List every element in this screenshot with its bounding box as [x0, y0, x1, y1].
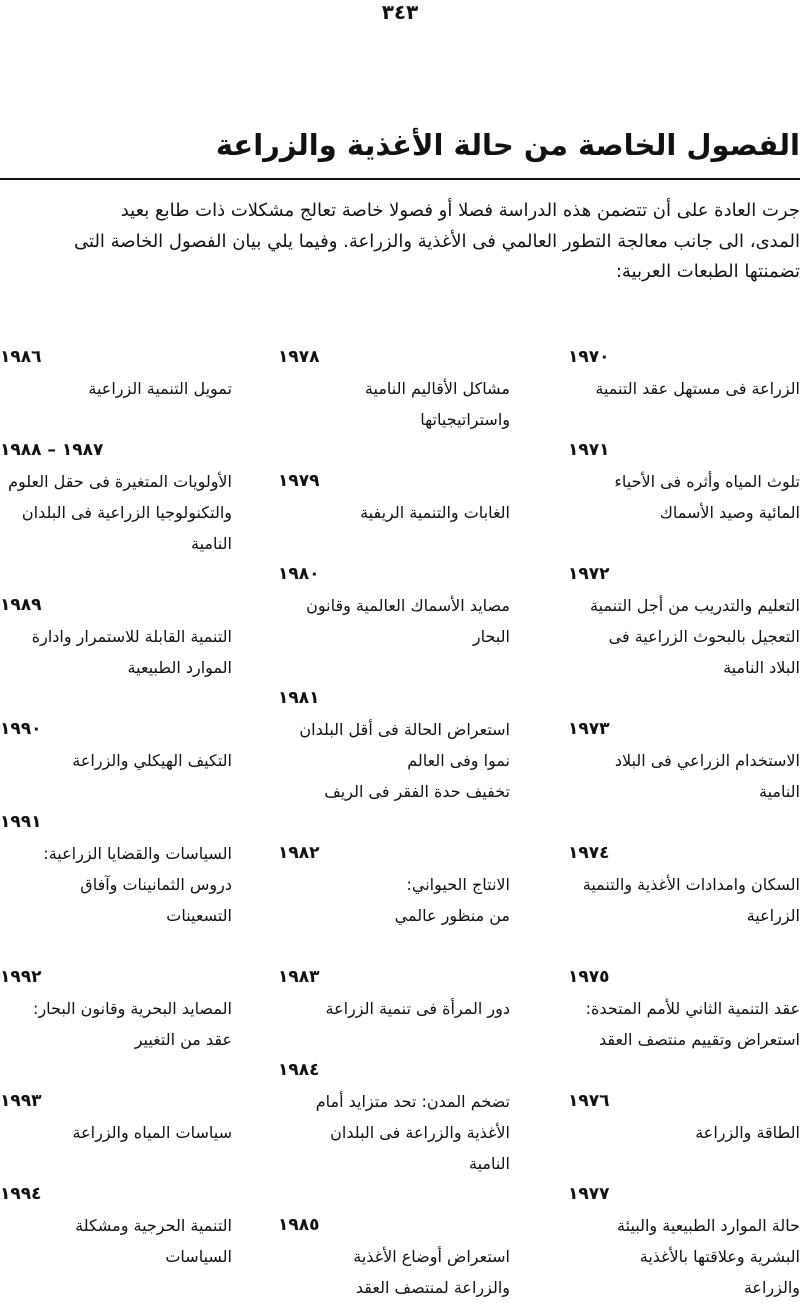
entry-spacer: [278, 435, 510, 466]
chapter-entry: [0, 962, 232, 1055]
chapter-year: ١٩٨٦: [0, 347, 42, 367]
entry-spacer: [568, 931, 800, 962]
chapter-title-line: المصايد البحرية وقانون البحار:: [33, 999, 232, 1018]
entry-spacer: [0, 404, 232, 435]
chapter-title-line: الزراعية: [746, 906, 800, 925]
entry-spacer: [278, 807, 510, 838]
chapter-title-line: التعجيل بالبحوث الزراعية فى: [608, 627, 800, 646]
chapter-title-line: البشرية وعلاقتها بالأغذية: [639, 1247, 800, 1266]
chapter-entry: [568, 838, 800, 931]
entry-spacer: [0, 776, 232, 807]
chapter-title-line: والتكنولوجيا الزراعية فى البلدان: [21, 503, 232, 522]
chapter-entry: [568, 342, 800, 404]
chapter-title-line: دور المرأة فى تنمية الزراعة: [325, 999, 510, 1018]
chapter-entry: [0, 1086, 232, 1148]
entry-spacer: [568, 683, 800, 714]
chapter-title-line: مصايد الأسماك العالمية وقانون: [306, 596, 510, 615]
chapter-year: ١٩٨٤: [278, 1060, 320, 1080]
chapter-year: ١٩٩٠: [0, 719, 42, 739]
chapter-entry: [568, 559, 800, 683]
entry-spacer: [568, 807, 800, 838]
chapter-title-line: الاستخدام الزراعي فى البلاد: [614, 751, 800, 770]
chapter-year: ١٩٨٩: [0, 595, 42, 615]
chapter-year: ١٩٧٣: [568, 719, 610, 739]
chapter-title-line: استعراض الحالة فى أقل البلدان: [299, 720, 510, 739]
chapter-title-line: من منظور عالمي: [394, 906, 510, 925]
entry-spacer: [568, 404, 800, 435]
entry-spacer: [278, 931, 510, 962]
chapter-entry: [0, 714, 232, 776]
chapter-title-line: والزراعة: [743, 1278, 800, 1297]
chapter-title-line: الغابات والتنمية الريفية: [360, 503, 510, 522]
chapter-year: ١٩٧٥: [568, 967, 610, 987]
entry-spacer: [278, 652, 510, 683]
chapter-title-line: الموارد الطبيعية: [127, 658, 232, 677]
chapter-title-line: واستراتيجياتها: [420, 410, 510, 429]
chapter-title-line: التنمية الحرجية ومشكلة: [75, 1216, 232, 1235]
chapter-title-line: البلاد النامية: [723, 658, 800, 677]
chapter-title-line: تمويل التنمية الزراعية: [88, 379, 232, 398]
chapter-year: ١٩٧٨: [278, 347, 320, 367]
chapter-title-line: دروس الثمانينات وآفاق: [80, 875, 232, 894]
intro-line: تضمنتها الطبعات العربية:: [615, 261, 800, 282]
chapter-entry: [568, 962, 800, 1055]
entry-spacer: [0, 683, 232, 714]
intro-line: المدى، الى جانب معالجة التطور العالمي فى الأغذية والزراعة. وفيما يلي بيان الفصول الخاصة التى: [74, 230, 800, 252]
chapter-year: ١٩٨٣: [278, 967, 320, 987]
chapter-title-line: الزراعة فى مستهل عقد التنمية: [595, 379, 800, 398]
chapter-title-line: نموا وفى العالم: [407, 751, 510, 770]
chapter-title-line: التكيف الهيكلي والزراعة: [72, 751, 232, 770]
chapter-title-line: والزراعة لمنتصف العقد: [355, 1278, 510, 1297]
entry-spacer: [278, 1024, 510, 1055]
chapter-entry: [278, 838, 510, 931]
chapter-year: ١٩٨٧ – ١٩٨٨: [0, 440, 104, 460]
chapter-title-line: النامية: [191, 534, 232, 553]
chapter-year: ١٩٩١: [0, 812, 42, 832]
entry-spacer: [0, 1148, 232, 1179]
chapter-title-line: تضخم المدن: تحد متزايد أمام: [315, 1092, 510, 1111]
chapter-title-line: سياسات المياه والزراعة: [72, 1123, 232, 1142]
chapter-entry: [278, 342, 510, 435]
chapter-title-line: السكان وامدادات الأغذية والتنمية: [582, 875, 800, 894]
title-divider: [0, 178, 800, 180]
chapter-entry: [0, 590, 232, 683]
chapter-entry: [278, 466, 510, 528]
chapter-year: ١٩٧٦: [568, 1091, 610, 1111]
chapter-entry: [278, 559, 510, 652]
chapter-title-line: حالة الموارد الطبيعية والبيئة: [617, 1216, 800, 1235]
chapter-entry: [0, 435, 232, 559]
entry-spacer: [0, 931, 232, 962]
chapter-year: ١٩٩٤: [0, 1184, 42, 1204]
chapter-entry: [568, 1179, 800, 1303]
chapters-column-1: [568, 342, 800, 1303]
intro-paragraph: [4, 196, 800, 288]
chapter-year: ١٩٧١: [568, 440, 610, 460]
page-title: الفصول الخاصة من حالة الأغذية والزراعة: [215, 128, 800, 162]
chapter-entry: [0, 342, 232, 404]
chapter-year: ١٩٧٧: [568, 1184, 610, 1204]
chapter-title-line: التسعينات: [166, 906, 232, 925]
chapter-title-line: التعليم والتدريب من أجل التنمية: [590, 596, 800, 615]
chapter-year: ١٩٧٩: [278, 471, 320, 491]
entry-spacer: [568, 528, 800, 559]
chapter-title-line: المائية وصيد الأسماك: [659, 503, 800, 522]
chapter-year: ١٩٨٠: [278, 564, 320, 584]
chapter-year: ١٩٨٥: [278, 1215, 320, 1235]
chapter-title-line: النامية: [469, 1154, 510, 1173]
chapters-column-2: [278, 342, 510, 1303]
chapter-title-line: عقد من التغيير: [134, 1030, 232, 1049]
chapter-title-line: السياسات: [165, 1247, 232, 1266]
chapter-entry: [278, 683, 510, 807]
chapter-entry: [0, 807, 232, 931]
page-number: ٣٤٣: [381, 0, 419, 24]
entry-spacer: [278, 528, 510, 559]
chapter-title-line: الأغذية والزراعة فى البلدان: [330, 1123, 510, 1142]
chapter-title-line: مشاكل الأقاليم النامية: [364, 379, 510, 398]
chapter-title-line: تخفيف حدة الفقر فى الريف: [324, 782, 510, 801]
entry-spacer: [0, 1055, 232, 1086]
chapter-title-line: الأولويات المتغيرة فى حقل العلوم: [8, 472, 232, 491]
intro-line: جرت العادة على أن تتضمن هذه الدراسة فصلا أو فصولا خاصة تعالج مشكلات ذات طابع بعيد: [120, 200, 800, 221]
entry-spacer: [568, 1148, 800, 1179]
chapter-title-line: استعراض وتقييم منتصف العقد: [598, 1030, 800, 1049]
chapter-title-line: السياسات والقضايا الزراعية:: [43, 844, 232, 863]
chapters-column-3: [0, 342, 232, 1272]
chapter-entry: [568, 714, 800, 807]
chapter-title-line: تلوث المياه وأثره فى الأحياء: [614, 472, 800, 491]
chapter-entry: [278, 962, 510, 1024]
chapter-year: ١٩٨١: [278, 688, 320, 708]
entry-spacer: [278, 1179, 510, 1210]
chapter-entry: [568, 1086, 800, 1148]
chapter-title-line: الانتاج الحيواني:: [406, 875, 510, 894]
chapter-title-line: الطاقة والزراعة: [695, 1123, 800, 1142]
entry-spacer: [568, 1055, 800, 1086]
chapter-title-line: عقد التنمية الثاني للأمم المتحدة:: [585, 999, 800, 1018]
chapter-year: ١٩٧٠: [568, 347, 610, 367]
chapter-title-line: استعراض أوضاع الأغذية: [353, 1247, 510, 1266]
chapter-year: ١٩٨٢: [278, 843, 320, 863]
chapter-year: ١٩٩٢: [0, 967, 42, 987]
chapter-title-line: النامية: [759, 782, 800, 801]
chapter-year: ١٩٧٢: [568, 564, 610, 584]
chapter-entry: [278, 1055, 510, 1179]
chapter-entry: [278, 1210, 510, 1303]
chapter-title-line: البحار: [472, 627, 510, 646]
chapter-year: ١٩٧٤: [568, 843, 610, 863]
chapter-year: ١٩٩٣: [0, 1091, 42, 1111]
chapter-title-line: التنمية القابلة للاستمرار وادارة: [31, 627, 232, 646]
entry-spacer: [0, 559, 232, 590]
chapter-entry: [568, 435, 800, 528]
